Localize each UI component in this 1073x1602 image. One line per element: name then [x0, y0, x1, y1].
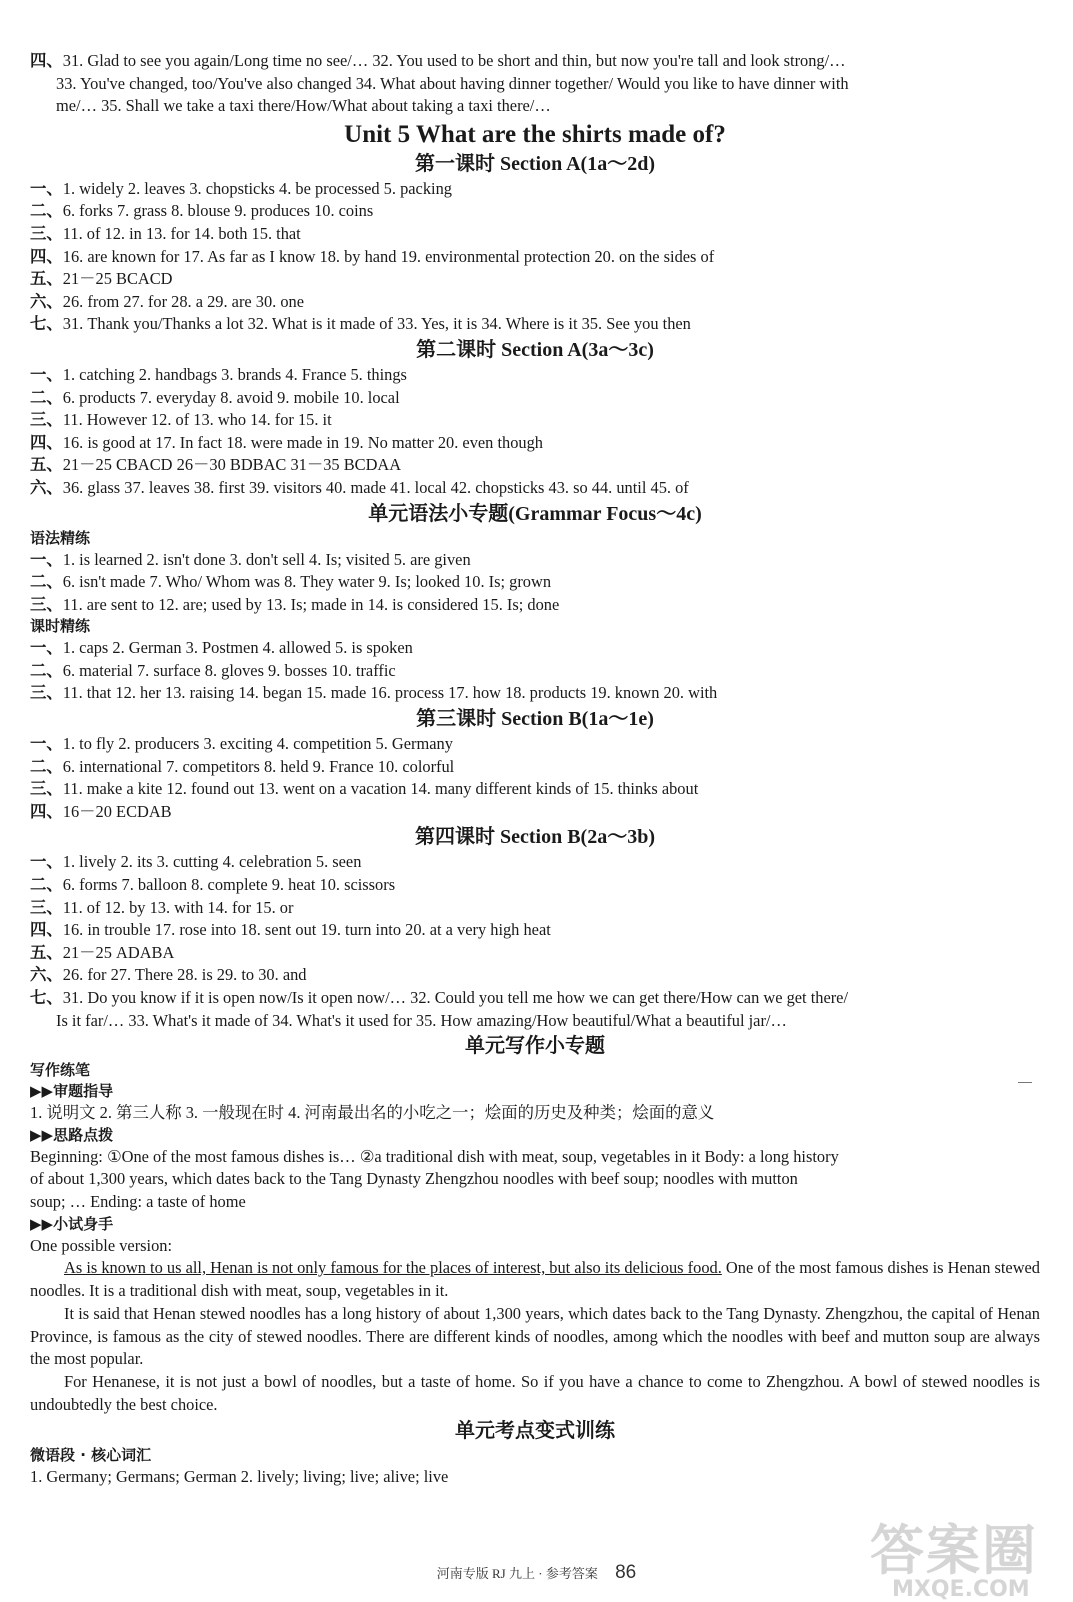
answer-line: 七、31. Do you know if it is open now/Is it open now/… 32. Could you tell me how we can get there/How can we get there/ [30, 988, 849, 1007]
answer-line: 一、1. catching 2. handbags 3. brands 4. France 5. things [30, 364, 407, 384]
answer-line: 二、6. products 7. everyday 8. avoid 9. mobile 10. local [30, 387, 400, 407]
answer-line: 二、6. forks 7. grass 8. blouse 9. produces 10. coins [30, 201, 374, 221]
answer-line: 一、1. is learned 2. isn't done 3. don't sell 4. Is; visited 5. are given [30, 549, 471, 569]
footer-text: 河南专版 RJ 九上 · 参考答案 [436, 1566, 598, 1581]
training-sub: 微语段 · 核心词汇 [30, 1445, 152, 1464]
lesson4-title: 第四课时 Section B(2a～3b) [415, 826, 655, 849]
answer-line: 三、11. of 12. in 13. for 14. both 15. that [30, 223, 301, 243]
grammar-sub1: 语法精练 [30, 528, 91, 547]
version-label: One possible version: [30, 1235, 173, 1255]
answer-line: 五、21－25 CBACD 26－30 BDBAC 31－35 BCDAA [30, 455, 402, 475]
answer-line: 四、16. are known for 17. As far as I know 18. by hand 19. environmental protection 20. on the sides of [30, 246, 715, 266]
answer-line-cont: Is it far/… 33. What's it made of 34. What's it used for 35. How amazing/How beautiful/What a beautiful jar/… [56, 1010, 787, 1030]
grammar-title: 单元语法小专题(Grammar Focus～4c) [368, 502, 702, 525]
lesson3-title: 第三课时 Section B(1a～1e) [416, 708, 654, 731]
answer-line: 二、6. isn't made 7. Who/ Whom was 8. They water 9. Is; looked 10. Is; grown [30, 572, 552, 592]
idea-line: soup; … Ending: a taste of home [30, 1191, 246, 1211]
watermark-logo [870, 1508, 1050, 1602]
training-line: 1. Germany; Germans; German 2. lively; living; live; alive; live [30, 1466, 449, 1486]
essay-paragraph-2: It is said that Henan stewed noodles has a long history of about 1,300 years, which dates back to the Tang Dynasty. Zhengzhou, the capital of Henan Province, is famous as the city of stewed noodles. There are different kinds of noodles, among which the noodles with beef and mutton soup are always the most popular. [30, 1303, 1040, 1369]
idea-line: Beginning: ①One of the most famous dishes is… ②a traditional dish with meat, soup, vegetables in it Body: a long history [30, 1146, 839, 1166]
answer-line: 五、21－25 BCACD [30, 269, 173, 289]
lesson2-title: 第二课时 Section A(3a～3c) [416, 338, 654, 361]
top-line-1: 四、31. Glad to see you again/Long time no see/… 32. You used to be short and thin, but now you're tall and look strong/… [30, 51, 846, 70]
writing-title: 单元写作小专题 [465, 1035, 605, 1058]
answer-line: 五、21－25 ADABA [30, 942, 175, 962]
answer-line: 六、26. for 27. There 28. is 29. to 30. and [30, 965, 307, 985]
guide-label: ▶▶审题指导 [30, 1082, 114, 1101]
lesson1-title: 第一课时 Section A(1a～2d) [415, 152, 655, 175]
watermark-small: MXQE.COM [892, 1577, 1030, 1602]
answer-line: 二、6. material 7. surface 8. gloves 9. bosses 10. traffic [30, 660, 396, 680]
answer-line: 一、1. caps 2. German 3. Postmen 4. allowed 5. is spoken [30, 638, 413, 658]
answer-line: 七、31. Thank you/Thanks a lot 32. What is it made of 33. Yes, it is 34. Where is it 35. See you then [30, 314, 691, 334]
page-number: 86 [615, 1562, 637, 1583]
idea-label: ▶▶思路点拨 [30, 1125, 114, 1144]
answer-line: 一、1. lively 2. its 3. cutting 4. celebration 5. seen [30, 852, 362, 872]
answer-line: 四、16. in trouble 17. rose into 18. sent out 19. turn into 20. at a very high heat [30, 920, 551, 940]
answer-line: 二、6. forms 7. balloon 8. complete 9. heat 10. scissors [30, 875, 396, 895]
writing-sub: 写作练笔 [30, 1061, 91, 1080]
unit-title: Unit 5 What are the shirts made of? [344, 120, 726, 148]
answer-line: 三、11. of 12. by 13. with 14. for 15. or [30, 897, 294, 917]
guide-text: 1. 说明文 2. 第三人称 3. 一般现在时 4. 河南最出名的小吃之一；烩面的历史及种类；烩面的意义 [30, 1103, 715, 1123]
answer-line: 六、26. from 27. for 28. a 29. are 30. one [30, 291, 305, 311]
grammar-sub2: 课时精练 [30, 617, 91, 636]
answer-line: 三、11. are sent to 12. are; used by 13. Is; made in 14. is considered 15. Is; done [30, 594, 560, 614]
watermark-big: 答案圈 [870, 1519, 1038, 1582]
answer-line: 三、11. that 12. her 13. raising 14. began 15. made 16. process 17. how 18. products 19. known 20. with [30, 683, 718, 703]
idea-line: of about 1,300 years, which dates back to the Tang Dynasty Zhengzhou noodles with beef soup; noodles with mutton [30, 1169, 798, 1189]
essay-paragraph-1: As is known to us all, Henan is not only famous for the places of interest, but also its delicious food. One of the most famous dishes is Henan stewed noodles. It is a traditional dish with meat, soup, vegetables in it. [30, 1258, 1041, 1300]
stray-mark [1018, 1082, 1032, 1083]
answer-line: 三、11. make a kite 12. found out 13. went on a vacation 14. many different kinds of 15. thinks about [30, 779, 699, 799]
answer-page [30, 50, 1040, 1488]
answer-line: 三、11. However 12. of 13. who 14. for 15. it [30, 410, 332, 430]
training-title: 单元考点变式训练 [455, 1419, 615, 1442]
answer-line: 一、1. widely 2. leaves 3. chopsticks 4. be processed 5. packing [30, 178, 452, 198]
try-label: ▶▶小试身手 [30, 1214, 114, 1233]
answer-line: 二、6. international 7. competitors 8. held 9. France 10. colorful [30, 756, 455, 776]
essay-paragraph-3: For Henanese, it is not just a bowl of noodles, but a taste of home. So if you have a chance to come to Zhengzhou. A bowl of stewed noodles is undoubtedly the best choice. [30, 1372, 1040, 1414]
top-line-3: me/… 35. Shall we take a taxi there/How/What about taking a taxi there/… [56, 96, 551, 116]
answer-line: 四、16. is good at 17. In fact 18. were made in 19. No matter 20. even though [30, 432, 543, 452]
top-line-2: 33. You've changed, too/You've also changed 34. What about having dinner together/ Would you like to have dinner with [56, 73, 849, 93]
answer-line: 四、16－20 ECDAB [30, 801, 172, 821]
answer-line: 一、1. to fly 2. producers 3. exciting 4. competition 5. Germany [30, 734, 453, 754]
answer-line: 六、36. glass 37. leaves 38. first 39. visitors 40. made 41. local 42. chopsticks 43. so 44. until 45. of [30, 477, 689, 497]
